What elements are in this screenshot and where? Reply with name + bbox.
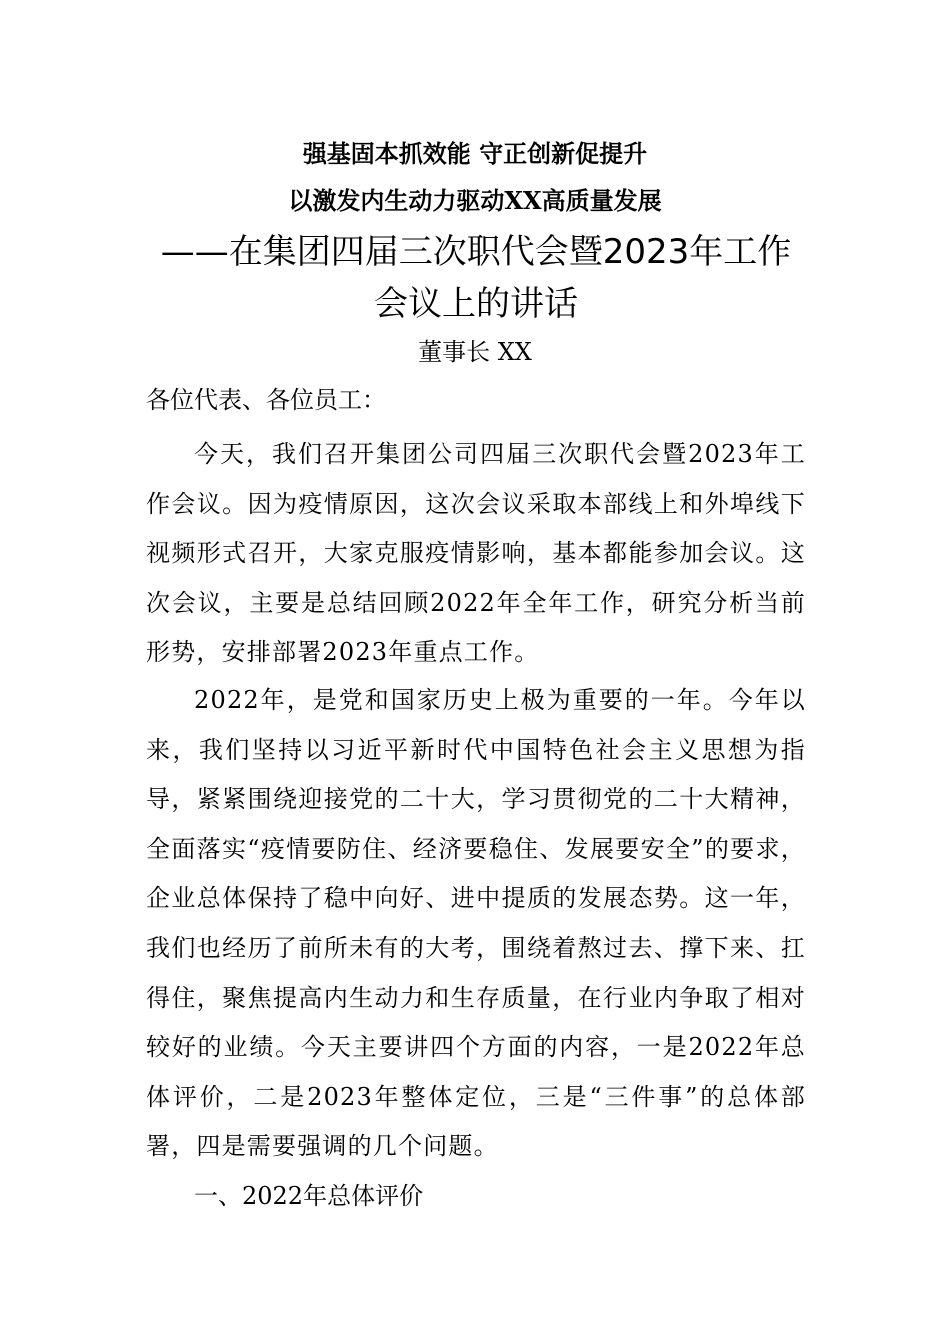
subtitle-line-1: ——在集团四届三次职代会暨2023年工作 xyxy=(160,232,792,272)
subtitle-line-2: 会议上的讲话 xyxy=(374,284,578,324)
section-heading-1: 一、2022年总体评价 xyxy=(194,1182,424,1210)
title-line-1: 强基固本抓效能 守正创新促提升 xyxy=(302,139,648,168)
body-paragraph-1: 今天，我们召开集团公司四届三次职代会暨2023年工作会议。因为疫情原因，这次会议采取本部线上和外埠线下视频形式召开，大家克服疫情影响，基本都能参加会议。这次会议，主要是总结回顾2022年全年工作，研究分析当前形势，安排部署2023年重点工作。 xyxy=(146,440,806,667)
title-line-2: 以激发内生动力驱动XX高质量发展 xyxy=(288,186,662,215)
salutation: 各位代表、各位员工： xyxy=(146,386,386,414)
body-paragraph-2: 2022年，是党和国家历史上极为重要的一年。今年以来，我们坚持以习近平新时代中国特色社会主义思想为指导，紧紧围绕迎接党的二十大，学习贯彻党的二十大精神，全面落实“疫情要防住、经济要稳住、发展要安全”的要求，企业总体保持了稳中向好、进中提质的发展态势。这一年，我们也经历了前所未有的大考，围绕着熬过去、撑下来、扛得住，聚焦提高内生动力和生存质量，在行业内争取了相对较好的业绩。今天主要讲四个方面的内容，一是2022年总体评价，二是2023年整体定位，三是“三件事”的总体部署，四是需要强调的几个问题。 xyxy=(146,686,806,1161)
byline: 董事长 XX xyxy=(418,338,532,366)
